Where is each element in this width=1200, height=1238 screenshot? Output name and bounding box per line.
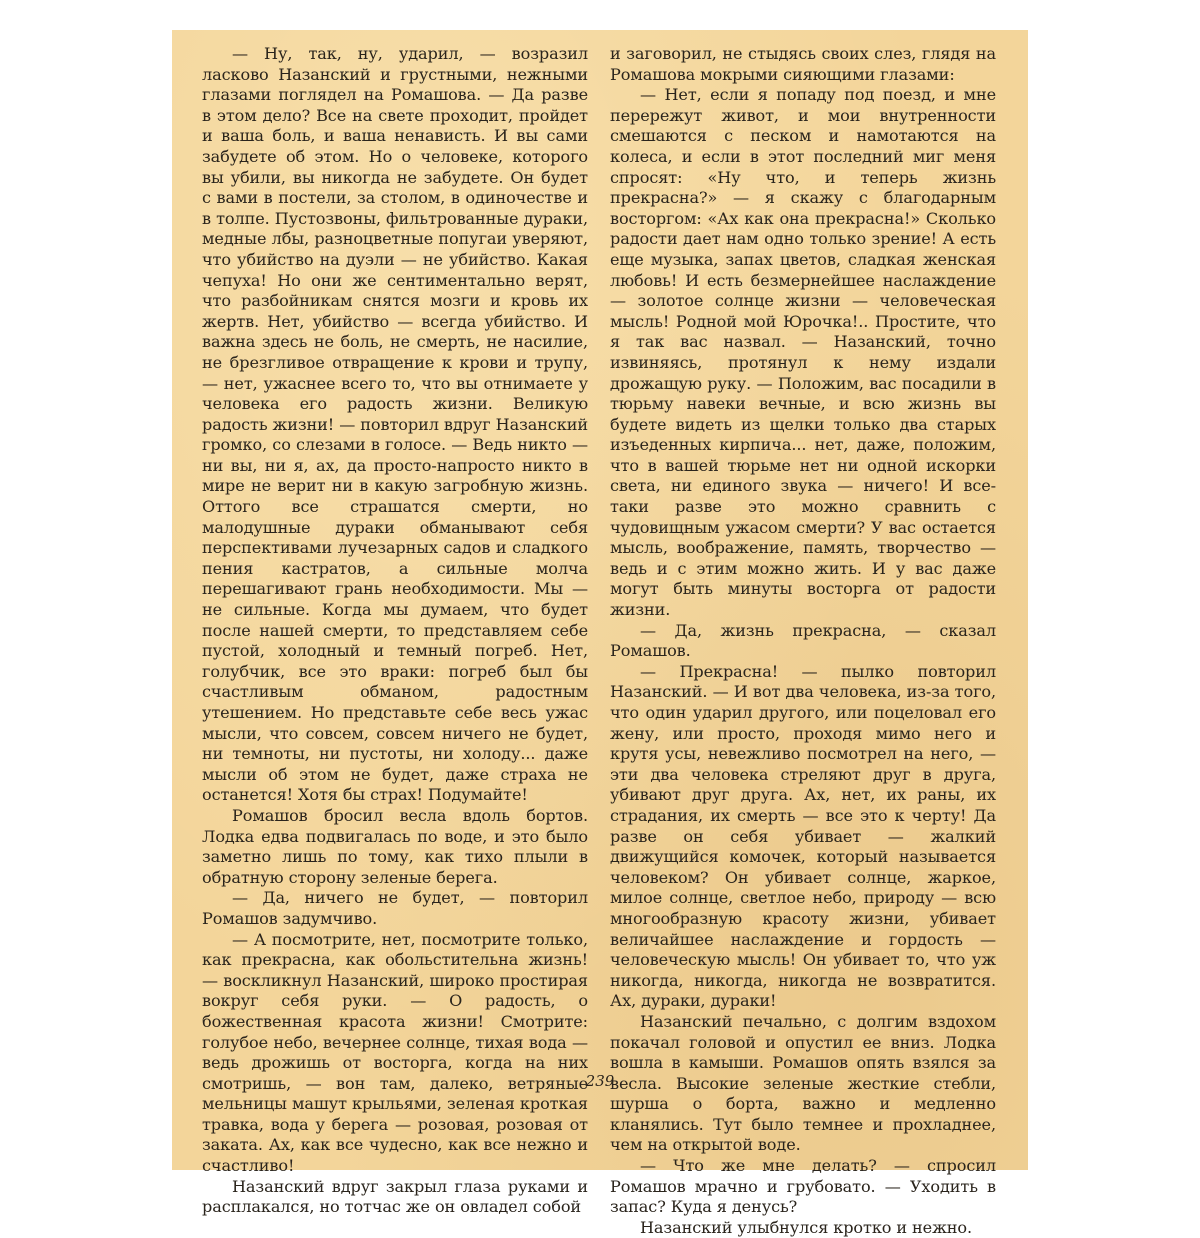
paragraph: — Нет, если я попаду под поезд, и мне перережут живот, и мои внутренности смешаются с песком и намотаются на колеса, и если в этот последний миг меня спросят: «Ну что, и теперь жизнь прекрасна?» — я скажу с благодарным восторгом: «Ах как она прекрасна!» Сколько радости дает нам одно только зрение! А есть еще музыка, запах цветов, сладкая женская любовь! И есть безмернейшее наслаждение — золотое солнце жизни — человеческая мысль! Родной мой Юрочка!.. Простите, что я так вас назвал. — Назанский, точно извиняясь, протянул к нему издали дрожащую руку. — Положим, вас посадили в тюрьму навеки вечные, и всю жизнь вы будете видеть из щелки только два старых изъеденных кирпича... нет, даже, положим, что в вашей тюрьме нет ни одной искорки света, ни единого звука — ничего! И все-таки разве это можно сравнить с чудовищным ужасом смерти? У вас остается мысль, воображение, память, творчество — ведь и с этим можно жить. И у вас даже могут быть минуты восторга от радости жизни. (610, 85, 996, 620)
paragraph: Назанский улыбнулся кротко и нежно. (640, 1217, 973, 1237)
paragraph: — Да, ничего не будет, — повторил Ромашов задумчиво. (202, 888, 588, 928)
paragraph: Назанский вдруг закрыл глаза руками и расплакался, но тотчас же он овладел собой (202, 1176, 588, 1217)
paragraph: — Да, жизнь прекрасна, — сказал Ромашов. (610, 620, 996, 661)
book-page (172, 30, 1028, 1237)
paragraph: — А посмотрите, нет, посмотрите только, как прекрасна, как обольстительна жизнь! — воскликнул Назанский, широко простирая вокруг себя руки. — О радость, о божественная красота жизни! Смотрите: голубое небо, вечернее солнце, тихая вода — ведь дрожишь от восторга, когда на них смотришь, — вон там, далеко, ветряные мельницы машут крыльями, зеленая кроткая травка, вода у берега — розовая, розовая от заката. Ах, как все чудесно, как все нежно и счастливо! (202, 929, 588, 1176)
left-text-column (202, 44, 588, 1218)
paragraph: Ромашов бросил весла вдоль бортов. Лодка едва подвигалась по воде, и это было заметно лишь по тому, как тихо плыли в обратную сторону зеленые берега. (202, 805, 588, 887)
page-number: 239 (585, 1072, 615, 1090)
paragraph: — Что же мне делать? — спросил Ромашов мрачно и грубовато. — Уходить в запас? Куда я денусь? (610, 1156, 996, 1217)
paragraph: Назанский печально, с долгим вздохом покачал головой и опустил ее вниз. Лодка вошла в камыши. Ромашов опять взялся за весла. Высокие зеленые жесткие стебли, шурша о борта, важно и медленно кланялись. Тут было темнее и прохладнее, чем на открытой воде. (610, 1011, 996, 1155)
paragraph-continuation: и заговорил, не стыдясь своих слез, глядя на Ромашова мокрыми сияющими глазами: (610, 44, 996, 84)
paragraph: — Прекрасна! — пылко повторил Назанский. — И вот два человека, из-за того, что один ударил другого, или поцеловал его жену, или просто, проходя мимо него и крутя усы, невежливо посмотрел на него, — эти два человека стреляют друг в друга, убивают друг друга. Ах, нет, их раны, их страдания, их смерть — все это к черту! Да разве он себя убивает — жалкий движущийся комочек, который называется человеком? Он убивает солнце, жаркое, милое солнце, светлое небо, природу — всю многообразную красоту жизни, убивает величайшее наслаждение и гордость — человеческую мысль! Он убивает то, что уж никогда, никогда, никогда не возвратится. Ах, дураки, дураки! (610, 661, 996, 1011)
right-text-column (610, 44, 996, 1238)
paragraph: — Ну, так, ну, ударил, — возразил ласково Назанский и грустными, нежными глазами поглядел на Ромашова. — Да разве в этом дело? Все на свете проходит, пройдет и ваша боль, и ваша ненависть. И вы сами забудете об этом. Но о человеке, которого вы убили, вы никогда не забудете. Он будет с вами в постели, за столом, в одиночестве и в толпе. Пустозвоны, фильтрованные дураки, медные лбы, разноцветные попугаи уверяют, что убийство на дуэли — не убийство. Какая чепуха! Но они же сентиментально верят, что разбойникам снятся мозги и кровь их жертв. Нет, убийство — всегда убийство. И важна здесь не боль, не смерть, не насилие, не брезгливое отвращение к крови и трупу, — нет, ужаснее всего то, что вы отнимаете у человека его радость жизни. Великую радость жизни! — повторил вдруг Назанский громко, со слезами в голосе. — Ведь никто — ни вы, ни я, ах, да просто-напросто никто в мире не верит ни в какую загробную жизнь. Оттого все страшатся смерти, но малодушные дураки обманывают себя перспективами лучезарных садов и сладкого пения кастратов, а сильные молча перешагивают грань необходимости. Мы — не сильные. Когда мы думаем, что будет после нашей смерти, то представляем себе пустой, холодный и темный погреб. Нет, голубчик, все это враки: погреб был бы счастливым обманом, радостным утешением. Но представьте себе весь ужас мысли, что совсем, совсем ничего не будет, ни темноты, ни пустоты, ни холоду... даже мысли об этом не будет, даже страха не останется! Хотя бы страх! Подумайте! (202, 44, 588, 805)
